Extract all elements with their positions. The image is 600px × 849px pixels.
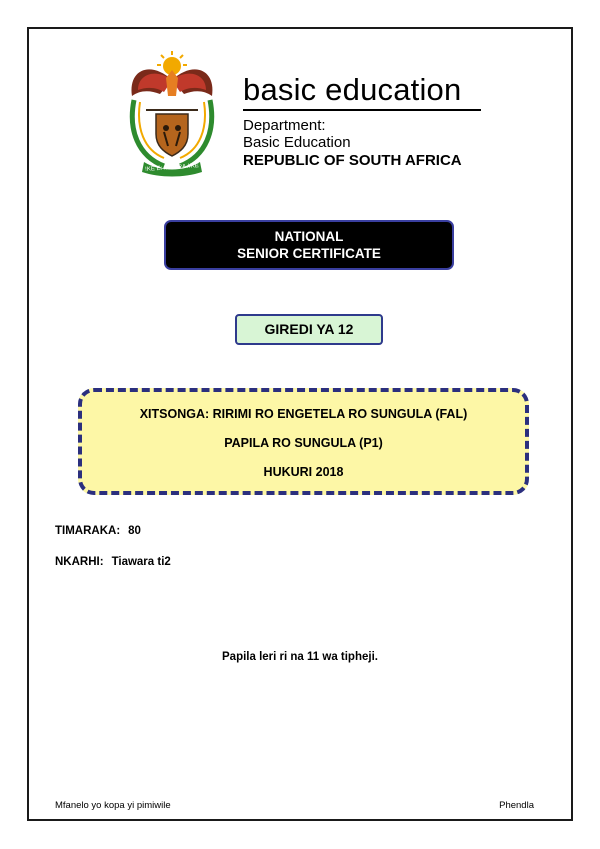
brand-block [243,72,483,170]
time-row [55,556,171,568]
certificate-line-2: SENIOR CERTIFICATE [237,246,381,261]
subject-title: XITSONGA: RIRIMI RO ENGETELA RO SUNGULA (FAL) [139,407,468,421]
time-value: Tiawara ti2 [111,556,171,568]
coat-of-arms-emblem [120,50,224,178]
certificate-box [164,220,454,270]
footer-turn-over: Phendla [499,800,534,811]
footer-copyright: Mfanelo yo kopa yi pimiwile [55,800,171,811]
paper-title: PAPILA RO SUNGULA (P1) [224,436,383,450]
coat-motto: !KE E: /XARRA //KE [145,163,199,173]
country-name: REPUBLIC OF SOUTH AFRICA [243,151,462,169]
department-label: Department: [243,116,326,134]
department-name: Basic Education [243,133,351,151]
brand-title: basic education [243,72,462,107]
marks-value: 80 [128,525,141,537]
time-label: NKARHI: [55,556,104,568]
marks-row [55,525,141,537]
marks-label: TIMARAKA: [55,525,121,537]
exam-session: HUKURI 2018 [263,465,344,479]
subject-box [78,388,529,495]
brand-divider [243,109,481,111]
certificate-line-1: NATIONAL [274,229,344,244]
grade-badge: GIREDI YA 12 [235,314,383,345]
page-count-note: Papila leri ri na 11 wa tipheji. [222,651,378,663]
